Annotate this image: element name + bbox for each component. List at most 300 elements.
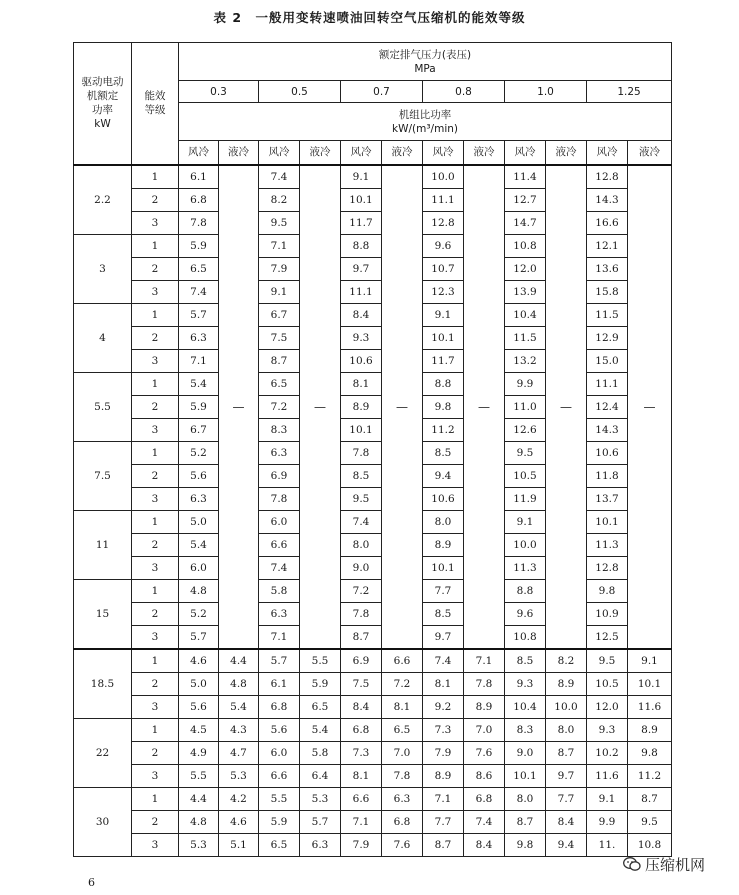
grade-cell: 3 (132, 764, 179, 787)
power-cell: 4 (74, 303, 132, 372)
air-cooled-value: 9.1 (259, 280, 300, 303)
air-cooled-value: 12.6 (505, 418, 546, 441)
air-cooled-value: 6.1 (259, 672, 300, 695)
water-cooled-value: 4.4 (219, 649, 259, 673)
grade-cell: 3 (132, 349, 179, 372)
air-cooled-value: 12.9 (587, 326, 628, 349)
air-cooled-value: 9.8 (423, 395, 464, 418)
grade-cell: 2 (132, 672, 179, 695)
air-cooled-value: 7.4 (179, 280, 219, 303)
water-cooled-header: 液冷 (300, 141, 341, 165)
water-cooled-value: 9.4 (546, 833, 587, 856)
grade-cell: 3 (132, 418, 179, 441)
no-value-dash: — (464, 165, 505, 649)
air-cooled-value: 10.1 (341, 418, 382, 441)
air-cooled-value: 5.2 (179, 441, 219, 464)
air-cooled-value: 9.1 (505, 510, 546, 533)
pressure-value: 0.5 (259, 81, 341, 103)
power-cell: 7.5 (74, 441, 132, 510)
water-cooled-value: 10.8 (628, 833, 672, 856)
table-row (74, 672, 672, 695)
air-cooled-value: 12.5 (587, 625, 628, 649)
watermark (623, 853, 705, 875)
air-cooled-value: 8.5 (341, 464, 382, 487)
table-row (74, 165, 672, 189)
air-cooled-value: 5.4 (179, 372, 219, 395)
watermark-text: 压缩机网 (645, 855, 706, 874)
air-cooled-value: 7.8 (341, 602, 382, 625)
air-cooled-value: 10.1 (505, 764, 546, 787)
pressure-label: 额定排气压力(表压) (378, 48, 472, 61)
air-cooled-value: 5.3 (179, 833, 219, 856)
air-cooled-value: 7.4 (259, 556, 300, 579)
power-cell: 11 (74, 510, 132, 579)
water-cooled-value: 4.8 (219, 672, 259, 695)
air-cooled-value: 9.0 (341, 556, 382, 579)
grade-cell: 1 (132, 718, 179, 741)
water-cooled-value: 8.2 (546, 649, 587, 673)
air-cooled-value: 8.8 (505, 579, 546, 602)
water-cooled-value: 8.0 (546, 718, 587, 741)
air-cooled-value: 12.3 (423, 280, 464, 303)
air-cooled-value: 11.1 (587, 372, 628, 395)
water-cooled-value: 10.1 (628, 672, 672, 695)
grade-cell: 2 (132, 188, 179, 211)
water-cooled-value: 9.5 (628, 810, 672, 833)
table-title: 表 2 一般用变转速喷油回转空气压缩机的能效等级 (213, 10, 526, 25)
water-cooled-value: 11.6 (628, 695, 672, 718)
water-cooled-value: 5.5 (300, 649, 341, 673)
air-cooled-value: 10.0 (505, 533, 546, 556)
wechat-icon (623, 856, 641, 872)
air-cooled-value: 8.9 (423, 764, 464, 787)
specific-power-header (179, 103, 672, 141)
water-cooled-value: 8.9 (546, 672, 587, 695)
table-row (74, 649, 672, 673)
grade-cell: 3 (132, 211, 179, 234)
grade-cell: 3 (132, 695, 179, 718)
air-cooled-value: 9.4 (423, 464, 464, 487)
air-cooled-value: 9.5 (259, 211, 300, 234)
air-cooled-value: 10.7 (423, 257, 464, 280)
air-cooled-value: 7.7 (423, 579, 464, 602)
power-header-line: kW (94, 118, 111, 131)
water-cooled-value: 6.8 (464, 787, 505, 810)
water-cooled-value: 8.7 (628, 787, 672, 810)
air-cooled-value: 8.1 (423, 672, 464, 695)
air-cooled-value: 10.2 (587, 741, 628, 764)
table-row (74, 695, 672, 718)
table-row (74, 718, 672, 741)
air-cooled-header: 风冷 (341, 141, 382, 165)
air-cooled-value: 6.3 (259, 441, 300, 464)
water-cooled-value: 7.4 (464, 810, 505, 833)
water-cooled-value: 9.8 (628, 741, 672, 764)
table-row (74, 764, 672, 787)
air-cooled-value: 9.1 (423, 303, 464, 326)
grade-cell: 1 (132, 303, 179, 326)
air-cooled-value: 7.4 (341, 510, 382, 533)
grade-cell: 3 (132, 625, 179, 649)
grade-column-header (132, 43, 179, 165)
air-cooled-value: 12.4 (587, 395, 628, 418)
water-cooled-value: 10.0 (546, 695, 587, 718)
air-cooled-value: 9.5 (505, 441, 546, 464)
air-cooled-value: 11.3 (587, 533, 628, 556)
air-cooled-value: 5.5 (179, 764, 219, 787)
air-cooled-value: 6.0 (259, 741, 300, 764)
power-cell: 18.5 (74, 649, 132, 719)
air-cooled-value: 6.6 (341, 787, 382, 810)
grade-cell: 2 (132, 326, 179, 349)
grade-cell: 1 (132, 649, 179, 673)
air-cooled-value: 13.7 (587, 487, 628, 510)
power-header-line: 功率 (92, 104, 113, 117)
air-cooled-header: 风冷 (505, 141, 546, 165)
air-cooled-value: 11.1 (341, 280, 382, 303)
water-cooled-value: 4.2 (219, 787, 259, 810)
air-cooled-header: 风冷 (179, 141, 219, 165)
water-cooled-value: 7.0 (464, 718, 505, 741)
air-cooled-value: 10.9 (587, 602, 628, 625)
air-cooled-value: 8.8 (341, 234, 382, 257)
grade-cell: 1 (132, 787, 179, 810)
air-cooled-value: 6.3 (259, 602, 300, 625)
power-cell: 5.5 (74, 372, 132, 441)
grade-cell: 1 (132, 441, 179, 464)
air-cooled-value: 8.3 (505, 718, 546, 741)
water-cooled-value: 11.2 (628, 764, 672, 787)
air-cooled-value: 9.6 (423, 234, 464, 257)
water-cooled-value: 5.4 (300, 718, 341, 741)
air-cooled-value: 7.9 (259, 257, 300, 280)
air-cooled-value: 11.3 (505, 556, 546, 579)
grade-cell: 2 (132, 395, 179, 418)
grade-cell: 3 (132, 833, 179, 856)
air-cooled-value: 8.0 (505, 787, 546, 810)
water-cooled-header: 液冷 (464, 141, 505, 165)
table-row (74, 741, 672, 764)
air-cooled-value: 8.5 (423, 602, 464, 625)
table-row (74, 810, 672, 833)
air-cooled-value: 10.1 (587, 510, 628, 533)
air-cooled-value: 8.7 (259, 349, 300, 372)
air-cooled-value: 9.2 (423, 695, 464, 718)
water-cooled-value: 8.9 (628, 718, 672, 741)
air-cooled-value: 11.8 (587, 464, 628, 487)
air-cooled-value: 6.3 (179, 487, 219, 510)
no-value-dash: — (219, 165, 259, 649)
air-cooled-value: 12.8 (423, 211, 464, 234)
water-cooled-value: 6.4 (300, 764, 341, 787)
air-cooled-value: 9.9 (587, 810, 628, 833)
air-cooled-value: 7.3 (341, 741, 382, 764)
air-cooled-value: 8.7 (341, 625, 382, 649)
water-cooled-value: 5.4 (219, 695, 259, 718)
air-cooled-value: 11.5 (587, 303, 628, 326)
grade-cell: 3 (132, 556, 179, 579)
air-cooled-value: 6.5 (179, 257, 219, 280)
air-cooled-value: 15.8 (587, 280, 628, 303)
water-cooled-value: 5.1 (219, 833, 259, 856)
air-cooled-value: 14.7 (505, 211, 546, 234)
water-cooled-header: 液冷 (382, 141, 423, 165)
air-cooled-value: 8.5 (505, 649, 546, 673)
no-value-dash: — (382, 165, 423, 649)
air-cooled-value: 8.2 (259, 188, 300, 211)
air-cooled-value: 14.3 (587, 418, 628, 441)
air-cooled-value: 12.0 (505, 257, 546, 280)
water-cooled-value: 8.4 (546, 810, 587, 833)
air-cooled-value: 4.4 (179, 787, 219, 810)
air-cooled-value: 5.9 (179, 234, 219, 257)
water-cooled-value: 7.6 (382, 833, 423, 856)
air-cooled-value: 7.3 (423, 718, 464, 741)
air-cooled-value: 9.8 (505, 833, 546, 856)
air-cooled-value: 7.1 (259, 625, 300, 649)
no-value-dash: — (546, 165, 587, 649)
air-cooled-value: 11. (587, 833, 628, 856)
grade-cell: 2 (132, 257, 179, 280)
grade-cell: 3 (132, 280, 179, 303)
air-cooled-value: 9.5 (341, 487, 382, 510)
power-cell: 30 (74, 787, 132, 856)
air-cooled-value: 11.5 (505, 326, 546, 349)
water-cooled-value: 9.7 (546, 764, 587, 787)
air-cooled-value: 7.9 (341, 833, 382, 856)
air-cooled-value: 14.3 (587, 188, 628, 211)
air-cooled-value: 6.0 (179, 556, 219, 579)
air-cooled-value: 12.0 (587, 695, 628, 718)
air-cooled-value: 7.2 (259, 395, 300, 418)
air-cooled-value: 5.9 (259, 810, 300, 833)
pressure-value: 0.8 (423, 81, 505, 103)
no-value-dash: — (300, 165, 341, 649)
air-cooled-value: 10.4 (505, 303, 546, 326)
pressure-value: 1.25 (587, 81, 672, 103)
water-cooled-value: 5.9 (300, 672, 341, 695)
air-cooled-value: 9.7 (423, 625, 464, 649)
air-cooled-value: 5.2 (179, 602, 219, 625)
air-cooled-value: 7.7 (423, 810, 464, 833)
air-cooled-value: 9.8 (587, 579, 628, 602)
air-cooled-value: 7.4 (423, 649, 464, 673)
air-cooled-value: 11.4 (505, 165, 546, 189)
air-cooled-header: 风冷 (423, 141, 464, 165)
air-cooled-value: 8.3 (259, 418, 300, 441)
air-cooled-value: 9.3 (587, 718, 628, 741)
air-cooled-value: 7.1 (179, 349, 219, 372)
specific-power-label: 机组比功率 (398, 108, 452, 121)
grade-cell: 1 (132, 510, 179, 533)
air-cooled-value: 8.0 (423, 510, 464, 533)
water-cooled-value: 5.8 (300, 741, 341, 764)
air-cooled-value: 6.5 (259, 372, 300, 395)
air-cooled-value: 6.7 (179, 418, 219, 441)
air-cooled-value: 11.6 (587, 764, 628, 787)
water-cooled-value: 7.7 (546, 787, 587, 810)
air-cooled-value: 5.6 (179, 695, 219, 718)
table-body (74, 165, 672, 857)
water-cooled-value: 6.8 (382, 810, 423, 833)
air-cooled-value: 7.1 (259, 234, 300, 257)
water-cooled-value: 4.7 (219, 741, 259, 764)
air-cooled-header: 风冷 (587, 141, 628, 165)
air-cooled-value: 5.4 (179, 533, 219, 556)
air-cooled-value: 8.9 (341, 395, 382, 418)
power-header-line: 机额定 (86, 90, 119, 103)
air-cooled-value: 9.1 (341, 165, 382, 189)
air-cooled-value: 4.5 (179, 718, 219, 741)
air-cooled-value: 8.4 (341, 303, 382, 326)
air-cooled-value: 8.1 (341, 764, 382, 787)
water-cooled-value: 9.1 (628, 649, 672, 673)
grade-cell: 1 (132, 372, 179, 395)
water-cooled-value: 4.6 (219, 810, 259, 833)
air-cooled-value: 7.8 (341, 441, 382, 464)
air-cooled-value: 13.6 (587, 257, 628, 280)
water-cooled-header: 液冷 (628, 141, 672, 165)
air-cooled-value: 6.9 (341, 649, 382, 673)
air-cooled-value: 8.0 (341, 533, 382, 556)
grade-header-line: 等级 (144, 104, 166, 117)
air-cooled-value: 7.1 (341, 810, 382, 833)
grade-cell: 3 (132, 487, 179, 510)
air-cooled-value: 9.1 (587, 787, 628, 810)
air-cooled-value: 8.8 (423, 372, 464, 395)
air-cooled-value: 9.7 (341, 257, 382, 280)
grade-cell: 2 (132, 741, 179, 764)
air-cooled-value: 7.8 (179, 211, 219, 234)
air-cooled-value: 7.2 (341, 579, 382, 602)
pressure-unit: MPa (414, 62, 436, 75)
air-cooled-value: 10.5 (505, 464, 546, 487)
water-cooled-value: 5.3 (219, 764, 259, 787)
air-cooled-value: 5.9 (179, 395, 219, 418)
air-cooled-value: 6.9 (259, 464, 300, 487)
air-cooled-value: 7.9 (423, 741, 464, 764)
air-cooled-value: 8.9 (423, 533, 464, 556)
air-cooled-value: 11.9 (505, 487, 546, 510)
water-cooled-value: 7.1 (464, 649, 505, 673)
air-cooled-value: 7.5 (259, 326, 300, 349)
air-cooled-value: 16.6 (587, 211, 628, 234)
air-cooled-value: 4.8 (179, 810, 219, 833)
air-cooled-value: 6.8 (259, 695, 300, 718)
water-cooled-value: 7.6 (464, 741, 505, 764)
air-cooled-value: 5.7 (259, 649, 300, 673)
pressure-value: 1.0 (505, 81, 587, 103)
grade-cell: 1 (132, 165, 179, 189)
air-cooled-value: 6.6 (259, 764, 300, 787)
air-cooled-value: 6.3 (179, 326, 219, 349)
air-cooled-value: 10.6 (341, 349, 382, 372)
air-cooled-value: 8.7 (505, 810, 546, 833)
air-cooled-value: 11.7 (341, 211, 382, 234)
table-row (74, 787, 672, 810)
air-cooled-value: 10.6 (423, 487, 464, 510)
page-number: 6 (88, 876, 95, 889)
grade-cell: 1 (132, 579, 179, 602)
air-cooled-value: 10.8 (505, 234, 546, 257)
water-cooled-value: 6.6 (382, 649, 423, 673)
air-cooled-value: 4.6 (179, 649, 219, 673)
water-cooled-value: 8.6 (464, 764, 505, 787)
air-cooled-value: 5.7 (179, 625, 219, 649)
air-cooled-value: 11.2 (423, 418, 464, 441)
water-cooled-header: 液冷 (546, 141, 587, 165)
water-cooled-value: 4.3 (219, 718, 259, 741)
grade-cell: 1 (132, 234, 179, 257)
power-cell: 3 (74, 234, 132, 303)
air-cooled-value: 6.7 (259, 303, 300, 326)
air-cooled-value: 7.8 (259, 487, 300, 510)
air-cooled-value: 10.1 (423, 556, 464, 579)
air-cooled-value: 5.0 (179, 510, 219, 533)
air-cooled-value: 12.8 (587, 556, 628, 579)
water-cooled-value: 6.3 (382, 787, 423, 810)
air-cooled-value: 5.8 (259, 579, 300, 602)
water-cooled-value: 8.9 (464, 695, 505, 718)
air-cooled-value: 6.5 (259, 833, 300, 856)
air-cooled-value: 10.6 (587, 441, 628, 464)
no-value-dash: — (628, 165, 672, 649)
water-cooled-value: 8.4 (464, 833, 505, 856)
air-cooled-value: 6.6 (259, 533, 300, 556)
air-cooled-value: 5.7 (179, 303, 219, 326)
water-cooled-value: 7.8 (464, 672, 505, 695)
air-cooled-value: 8.4 (341, 695, 382, 718)
efficiency-table (73, 42, 672, 857)
table-row (74, 833, 672, 856)
air-cooled-value: 9.3 (505, 672, 546, 695)
water-cooled-value: 5.7 (300, 810, 341, 833)
air-cooled-value: 11.7 (423, 349, 464, 372)
air-cooled-value: 11.0 (505, 395, 546, 418)
water-cooled-value: 6.5 (300, 695, 341, 718)
water-cooled-value: 7.2 (382, 672, 423, 695)
water-cooled-value: 5.3 (300, 787, 341, 810)
air-cooled-value: 5.6 (259, 718, 300, 741)
specific-power-unit: kW/(m³/min) (392, 122, 458, 135)
pressure-header (179, 43, 672, 81)
air-cooled-value: 10.1 (341, 188, 382, 211)
grade-cell: 2 (132, 602, 179, 625)
power-header-line: 驱动电动 (81, 76, 124, 89)
grade-cell: 2 (132, 464, 179, 487)
air-cooled-value: 11.1 (423, 188, 464, 211)
pressure-value: 0.7 (341, 81, 423, 103)
air-cooled-value: 7.5 (341, 672, 382, 695)
air-cooled-value: 9.0 (505, 741, 546, 764)
air-cooled-value: 13.2 (505, 349, 546, 372)
power-cell: 2.2 (74, 165, 132, 235)
air-cooled-value: 7.1 (423, 787, 464, 810)
air-cooled-value: 5.5 (259, 787, 300, 810)
power-cell: 15 (74, 579, 132, 649)
pressure-value: 0.3 (179, 81, 259, 103)
air-cooled-value: 4.8 (179, 579, 219, 602)
air-cooled-value: 10.5 (587, 672, 628, 695)
air-cooled-value: 9.3 (341, 326, 382, 349)
air-cooled-value: 9.9 (505, 372, 546, 395)
air-cooled-value: 5.6 (179, 464, 219, 487)
air-cooled-value: 10.0 (423, 165, 464, 189)
air-cooled-value: 6.0 (259, 510, 300, 533)
air-cooled-value: 6.1 (179, 165, 219, 189)
grade-header-line: 能效 (144, 90, 166, 103)
power-cell: 22 (74, 718, 132, 787)
